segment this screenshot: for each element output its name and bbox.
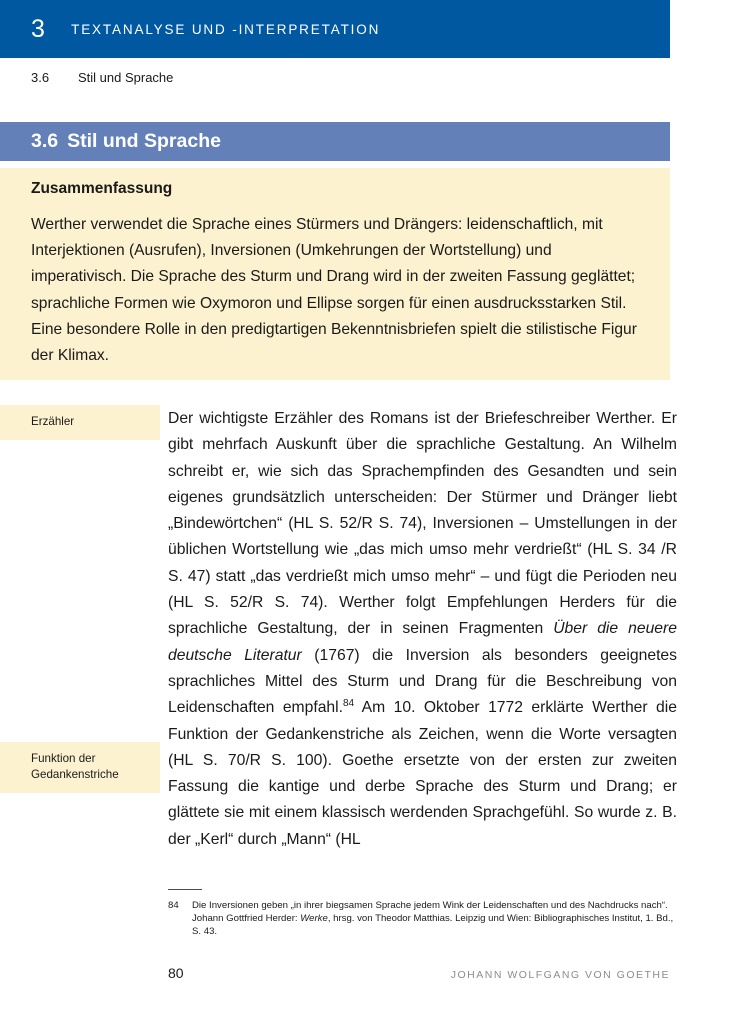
running-head-title: Stil und Sprache [78,70,174,85]
body-text-part-2: (1767) die Inversion als besonders geeignetes sprachliches Mittel des Sturm und Drang für die Beschreibung von Leidenschaften empfahl. [168,646,677,717]
footer-book-title: JOHANN WOLFGANG VON GOETHE [450,969,670,981]
footnote-separator-rule [168,889,202,890]
footnote-block [168,899,678,939]
footnote-number: 84 [168,900,179,911]
footnote-reference-84[interactable]: 84 [343,698,355,710]
body-text [168,406,677,853]
section-title: Stil und Sprache [67,130,221,152]
body-text-italic-title: Über die neuere deutsche Literatur [168,620,677,664]
summary-box [0,168,670,380]
footnote-text-part-1: Die Inversionen geben „in ihrer biegsamen Sprache jedem Wink der Leidenschaften und des Nachdrucks nach“. Johann Gottfried Herder: [192,900,668,925]
running-head [31,70,173,85]
summary-text: Werther verwendet die Sprache eines Stürmers und Drängers: leidenschaftlich, mit Interjektionen (Ausrufen), Inversionen (Umkehrungen der Wortstellung) und imperativisch. Die Sprache des Sturm und Drang wird in der zweiten Fassung geglättet; sprachliche Formen wie Oxymoron und Ellipse sorgen für einen ausdrucksstarken Stil. Eine besondere Rolle in den predigtartigen Bekenntnisbriefen spielt die stilistische Figur der Klimax. [31,216,637,365]
chapter-title: TEXTANALYSE UND -INTERPRETATION [71,21,381,37]
margin-note-gedankenstriche [0,742,160,793]
section-heading-bar [0,122,670,161]
body-text-part-1: Der wichtigste Erzähler des Romans ist der Briefeschreiber Werther. Er gibt mehrfach Auskunft über die sprachliche Gestaltung. An Wilhelm schreibt er, wie sich das Sprachempfinden des Gesandten und sein eigenes grundsätzlich unterscheiden: Der Stürmer und Dränger liebt „Bindewörtchen“ (HL S. 52/R S. 74), Inversionen – Umstellungen in der üblichen Wortstellung wie „das mich umso mehr verdrießt“ (HL S. 34 /R S. 47) statt „das verdrießt mich umso mehr“ – und fügt die Perioden neu (HL S. 52/R S. 74). Werther folgt Empfehlungen Herders für die sprachliche Gestaltung, der in seinen Fragmenten [168,410,677,638]
chapter-band [0,0,670,58]
page-number: 80 [168,965,184,981]
summary-title: Zusammenfassung [31,180,173,197]
margin-note-label: Erzähler [31,415,75,428]
footnote-text-part-2: , hrsg. von Theodor Matthias. Leipzig und Wien: Bibliographisches Institut, 1. Bd., S. 43. [192,913,674,938]
footnote-italic-title: Werke [300,913,328,925]
body-text-part-3: Am 10. Oktober 1772 erklärte Werther die Funktion der Gedankenstriche als Zeichen, wenn die Worte versagten (HL S. 70/R S. 100). Goethe ersetzte von der ersten zur zweiten Fassung die kantige und derbe Sprache des Sturm und Drang; er glättete sie mit einem klassisch werdenden Sprachgefühl. So wurde z. B. der „Kerl“ durch „Mann“ (HL [168,699,677,848]
section-number: 3.6 [31,130,59,152]
margin-note-label: Funktion der Gedankenstriche [31,752,119,781]
chapter-number: 3 [31,14,46,43]
margin-note-erzaehler [0,405,160,440]
running-head-number: 3.6 [31,70,50,85]
footnote-text [192,899,678,939]
